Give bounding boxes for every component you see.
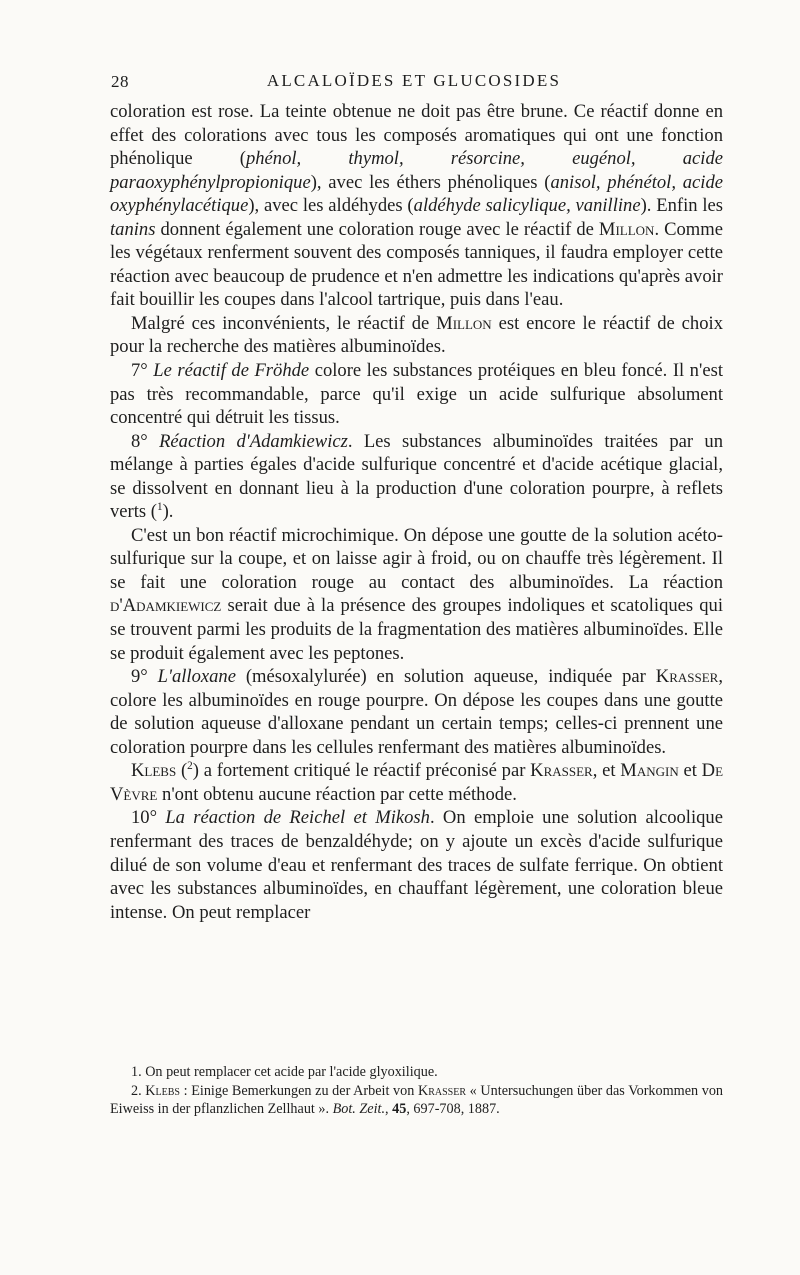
paragraph-4: 8° Réaction d'Adamkiewicz. Les substances albuminoïdes traitées par un mélange à parties égales d'acide sulfurique concentré et d'acide acétique glacial, se dissolvent en donnant lieu à la production d'une coloration pourpre, à reflets verts ($^1$).: [110, 430, 723, 523]
running-title: ALCALOÏDES ET GLUCOSIDES: [266, 71, 562, 90]
paragraph-8: 10° La réaction de Reichel et Mikosh. On emploie une solution alcoolique renfermant des traces de benzaldéhyde; on y ajoute un excès d'acide sulfurique dilué de son volume d'eau et renfermant des traces de sulfate ferrique. On obtient avec les substances albuminoïdes, en chauffant légèrement, une coloration bleue intense. On peut remplacer: [110, 807, 723, 923]
paragraph-7: Klebs ($^2$) a fortement critiqué le réactif préconisé par Krasser, et Mangin et De Vèvre n'ont obtenu aucune réaction par cette méthode.: [110, 760, 724, 805]
footnote-2: 2. Klebs : Einige Bemerkungen zu der Arbeit von Krasser « Untersuchungen über das Vorkommen von Eiweiss in der pflanzlichen Zellhaut ». Bot. Zeit., 45, 697-708, 1887.: [110, 1082, 724, 1117]
footnote-ref-1: 1: [156, 501, 163, 514]
page-number: 28: [111, 72, 129, 91]
paragraph-2: Malgré ces inconvénients, le réactif de Millon est encore le réactif de choix pour la recherche des matières albuminoïdes.: [110, 312, 723, 358]
paragraph-3: 7° Le réactif de Fröhde colore les substances protéiques en bleu foncé. Il n'est pas très recommandable, parce qu'il exige un acide sulfurique absolument concentré qui détruit les tissus.: [110, 360, 723, 429]
paragraph-6: 9° L'alloxane (mésoxalylurée) en solution aqueuse, indiquée par Krasser, colore les albuminoïdes en rouge pourpre. On dépose les coupes dans une goutte de solution aqueuse d'alloxane pendant un certain temps; celles-ci prennent une coloration pourpre dans les cellules renfermant des matières albuminoïdes.: [110, 666, 723, 758]
footnote-1: 1. On peut remplacer cet acide par l'acide glyoxilique.: [131, 1064, 438, 1080]
footnote-ref-2: 2: [187, 760, 193, 773]
paragraph-1: coloration est rose. La teinte obtenue ne doit pas être brune. Ce réactif donne en effet des colorations avec tous les composés aromatiques qui ont une fonction phénolique (phénol, thymol, résorcine, eugénol, acide paraoxyphénylpropionique), avec les éthers phénoliques (anisol, phénétol, acide oxyphénylacétique), avec les aldéhydes (aldéhyde salicylique, vanilline). Enfin les tanins donnent également une coloration rouge avec le réactif de Millon. Comme les végétaux renferment souvent des composés tanniques, il faudra employer cette réaction avec beaucoup de prudence et n'en admettre les indications qu'après avoir fait bouillir les coupes dans l'alcool tartrique, puis dans l'eau.: [110, 101, 724, 311]
paragraph-5: C'est un bon réactif microchimique. On dépose une goutte de la solution acéto-sulfurique sur la coupe, et on laisse agir à froid, ou on chauffe très légèrement. Il se fait une coloration rouge au contact des albuminoïdes. La réaction d'Adamkiewicz serait due à la présence des groupes indoliques et scatoliques qui se trouvent parmi les produits de la fragmentation des matières albuminoïdes. Elle se produit également avec les peptones.: [110, 524, 723, 664]
main-text: [110, 100, 723, 924]
footnotes: [110, 1063, 723, 1119]
